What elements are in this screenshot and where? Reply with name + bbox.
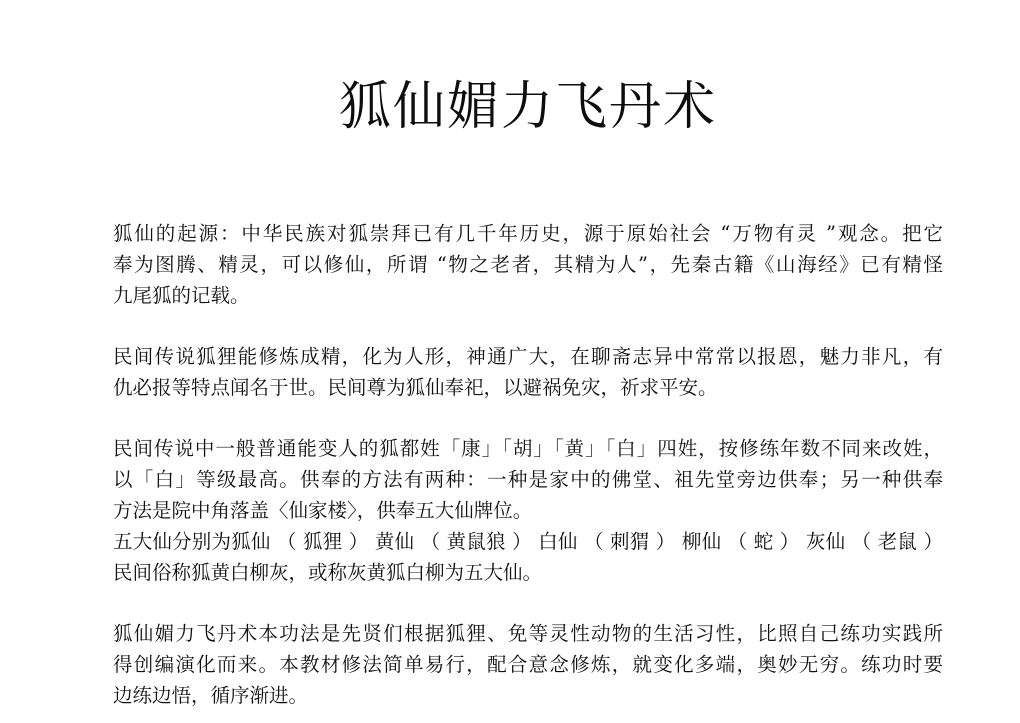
paragraph-line: 民间传说狐狸能修炼成精，化为人形，神通广大，在聊斋志异中常常以报恩，魅力非凡，有 (113, 345, 943, 368)
document-body (113, 218, 943, 711)
paragraph-line: 奉为图腾、精灵，可以修仙，所谓 “物之老者，其精为人”，先秦古籍《山海经》已有精怪 (113, 253, 943, 276)
paragraph-line: 九尾狐的记载。 (113, 284, 250, 307)
paragraph-line: 方法是院中角落盖〈仙家楼〉，供奉五大仙牌位。 (113, 499, 533, 522)
paragraph-legend (113, 341, 943, 403)
paragraph-origin (113, 218, 943, 311)
paragraph-line: 以「白」等级最高。供奉的方法有两种：一种是家中的佛堂、祖先堂旁边供奉；另一种供奉 (113, 468, 943, 491)
paragraph-line: 狐仙的起源：中华民族对狐崇拜已有几千年历史，源于原始社会 “万物有灵 ”观念。把它 (113, 222, 943, 245)
paragraph-line: 民间传说中一般普通能变人的狐都姓「康」「胡」「黄」「白」四姓，按修练年数不同来改姓， (113, 437, 943, 460)
paragraph-line: 民间俗称狐黄白柳灰，或称灰黄狐白柳为五大仙。 (113, 561, 543, 584)
document-title: 狐仙媚力飞丹术 (338, 77, 717, 137)
paragraph-line: 仇必报等特点闻名于世。民间尊为狐仙奉祀，以避祸免灾，祈求平安。 (113, 376, 718, 399)
paragraph-line: 边练边悟，循序渐进。 (113, 684, 309, 707)
paragraph-line: 狐仙媚力飞丹术本功法是先贤们根据狐狸、免等灵性动物的生活习性，比照自己练功实践所 (113, 622, 943, 645)
paragraph-line: 得创编演化而来。本教材修法简单易行，配合意念修炼，就变化多端，奥妙无穷。练功时要 (113, 653, 943, 676)
paragraph-method (113, 618, 943, 711)
paragraph-line: 五大仙分别为狐仙 （ 狐狸 ） 黄仙 （ 黄鼠狼 ） 白仙 （ 刺猬 ） 柳仙 （ 蛇 ） 灰仙 （ 老鼠 ） (113, 530, 943, 553)
paragraph-five-immortals (113, 433, 943, 588)
